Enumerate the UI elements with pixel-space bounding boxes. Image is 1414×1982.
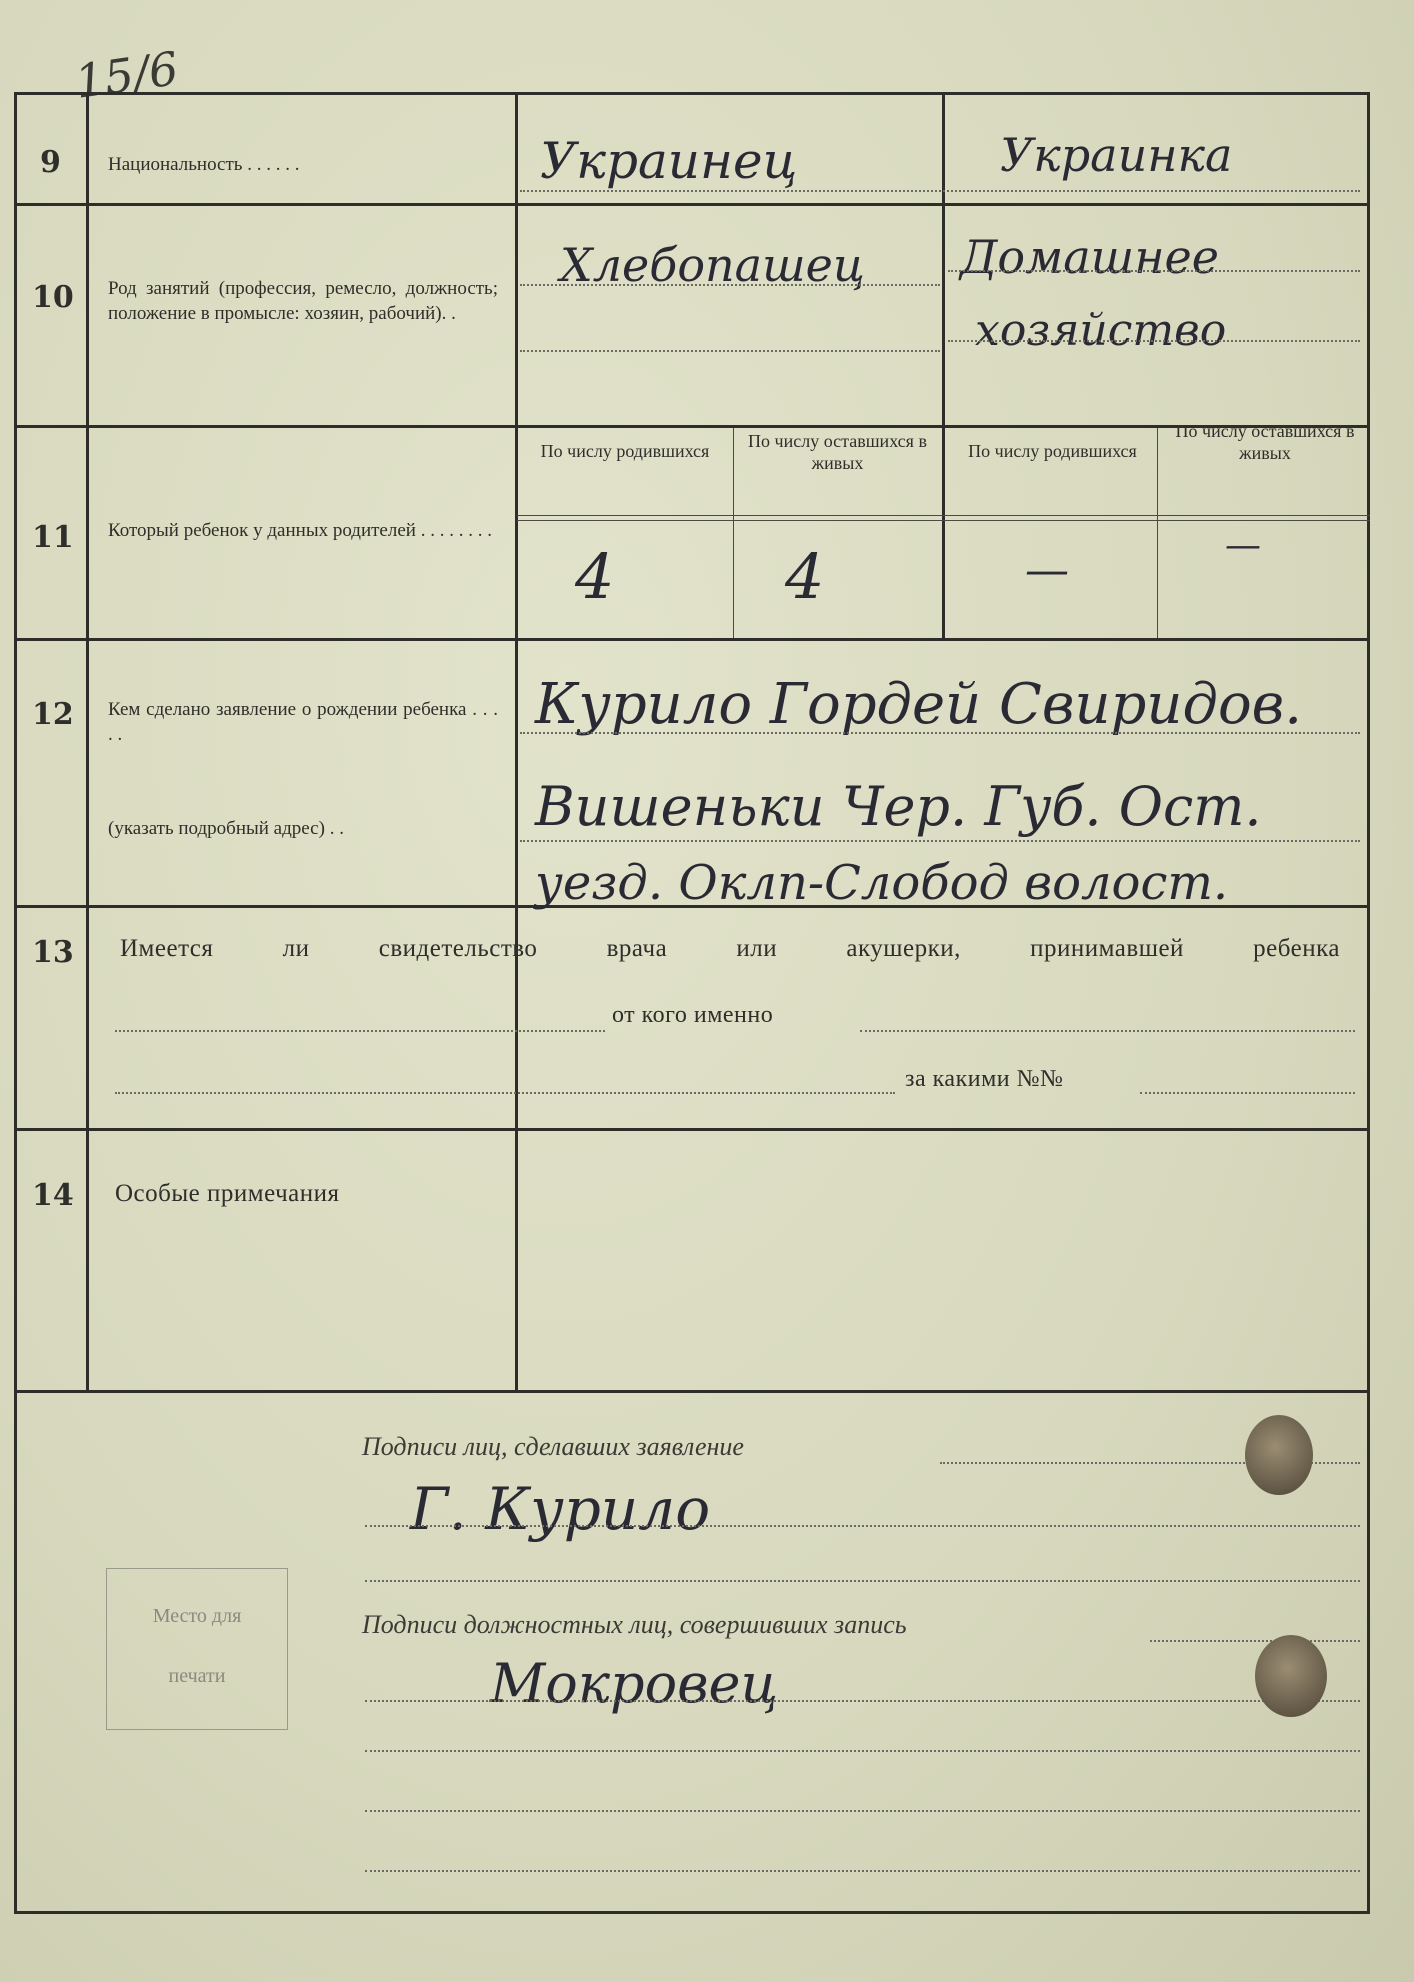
occupation-line-2 [520,350,940,352]
declarant-address-line1: Вишеньки Чер. Губ. Ост. [535,775,1262,838]
declarant-line-1 [520,732,1360,734]
number-column-divider [86,95,89,1390]
row-number-13: 13 [32,935,74,970]
mother-nationality: Украинка [1000,128,1233,182]
applicant-signature: Г. Курило [410,1475,711,1543]
mother-born-count: — [1025,545,1069,596]
remarks-label: Особые примечания [115,1180,340,1207]
from-whom-label: от кого именно [612,1002,774,1028]
mother-subcolumn-divider [1157,428,1158,638]
certificate-label: Имеется ли свидетельство врача или акушерки, принимавшей ребенка [120,935,1340,962]
applicants-signature-line-3 [365,1580,1360,1582]
declarant-name: Курило Гордей Свиридов. [535,672,1303,737]
father-subcolumn-divider [733,428,734,638]
certificate-line-2a [115,1092,895,1094]
row-number-14: 14 [32,1178,74,1213]
officials-signature-line-3 [365,1750,1360,1752]
label-column-divider [515,95,518,1390]
nationality-label: Национальность . . . . . . [108,154,300,175]
occupation-line-3 [948,270,1360,272]
mother-alive-count: — [1225,525,1261,566]
declarant-label: Кем сделано заявление о рождении ребенка . . . . . [108,699,498,745]
declarant-line-2 [520,840,1360,842]
father-occupation: Хлебопашец [560,238,865,292]
row-divider-11-12 [14,638,1370,641]
mother-occupation-line1: Домашнее [960,230,1219,284]
folio-number: 15/6 [71,41,182,109]
officials-signature-line-5 [365,1870,1360,1872]
subheader-divider-2 [517,520,1370,521]
father-alive-header: По числу оставшихся в живых [748,431,927,473]
subheader-divider [517,515,1370,516]
certificate-line-1a [115,1030,605,1032]
mother-occupation-line2: хозяйство [975,305,1227,356]
stamp-label-line2: печати [168,1665,226,1687]
row-number-11: 11 [32,520,74,555]
mother-born-header: По числу родившихся [968,441,1137,461]
father-born-header: По числу родившихся [540,441,710,461]
mother-alive-header: По числу оставшихся в живых [1175,421,1355,463]
parents-column-divider [942,95,945,638]
stamp-label-line1: Место для [152,1605,242,1627]
stamp-placeholder [106,1568,288,1730]
officials-signature-line-1 [1150,1640,1360,1642]
father-nationality: Украинец [540,132,798,190]
occupation-label: Род занятий (профессия, ремесло, должность; положение в промысле: хозяин, рабочий). . [108,278,498,324]
occupation-line-1 [520,284,940,286]
row-divider-13-14 [14,1128,1370,1131]
row-number-9: 9 [40,145,61,180]
row-divider-14-signatures [14,1390,1370,1393]
child-order-label: Который ребенок у данных родителей . . . . . . . . [108,520,492,541]
address-label: (указать подробный адрес) . . [108,818,344,839]
father-alive-count: 4 [785,540,825,613]
punch-hole-top [1245,1415,1313,1495]
applicants-signature-label: Подписи лиц, сделавших заявление [362,1432,744,1461]
punch-hole-bottom [1255,1635,1327,1717]
numbers-label: за какими №№ [905,1066,1064,1092]
officials-signature-label: Подписи должностных лиц, совершивших запись [362,1610,907,1639]
certificate-line-2b [1140,1092,1355,1094]
applicants-signature-line-2 [365,1525,1360,1527]
officials-signature-line-2 [365,1700,1360,1702]
officials-signature-line-4 [365,1810,1360,1812]
official-signature: Мокровец [490,1652,779,1715]
father-born-count: 4 [575,540,615,613]
row-number-12: 12 [32,697,74,732]
declarant-address-line2: уезд. Оклп-Слобод волост. [535,855,1229,911]
certificate-line-1b [860,1030,1355,1032]
row-number-10: 10 [32,280,74,315]
row-divider-9-10 [14,203,1370,206]
nationality-baseline [520,190,1360,192]
occupation-line-4 [948,340,1360,342]
